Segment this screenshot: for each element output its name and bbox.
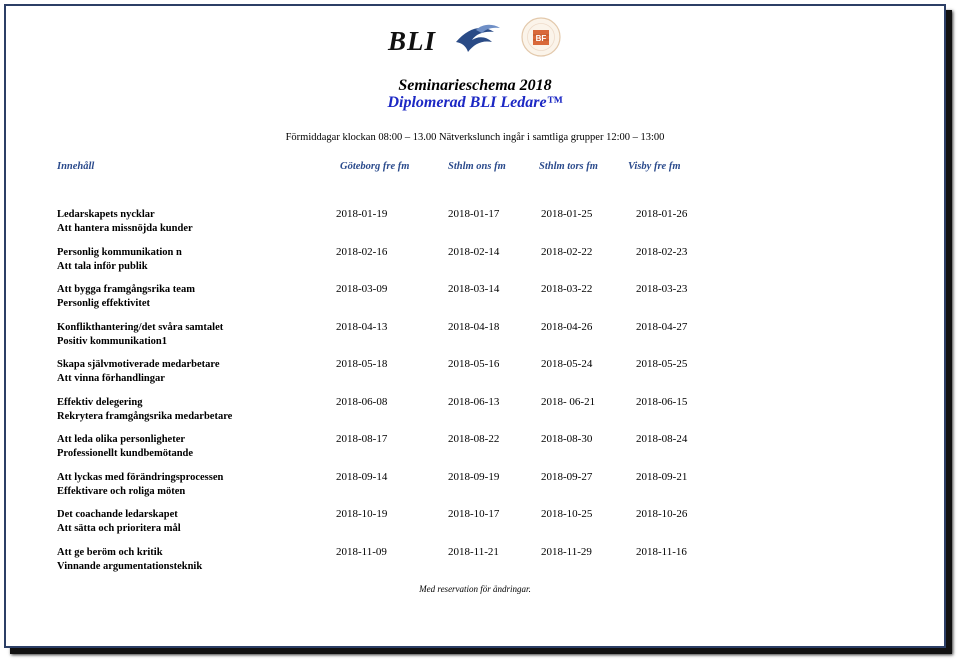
table-row — [6, 508, 944, 540]
date-sthlm-wed: 2018-11-21 — [448, 545, 499, 558]
reservation-note: Med reservation för ändringar. — [419, 584, 531, 594]
bird-logo-icon — [454, 22, 504, 56]
date-goteborg: 2018-06-08 — [336, 395, 388, 408]
column-header-sthlm-wed: Sthlm ons fm — [448, 161, 506, 172]
date-sthlm-wed: 2018-08-22 — [448, 433, 500, 445]
date-sthlm-wed: 2018-05-16 — [448, 358, 500, 370]
topic-line-1: Att lyckas med förändringsprocessen — [57, 471, 224, 483]
table-row — [6, 208, 944, 240]
date-visby: 2018-01-26 — [636, 208, 688, 220]
date-goteborg: 2018-10-19 — [336, 508, 388, 520]
topic-line-1: Att bygga framgångsrika team — [57, 284, 195, 295]
page-title: Seminarieschema 2018 — [398, 77, 552, 94]
topic-cell — [57, 358, 220, 386]
column-header-goteborg: Göteborg fre fm — [340, 161, 410, 172]
topic-line-1: Effektiv delegering — [57, 396, 143, 408]
column-header-visby: Visby fre fm — [628, 161, 681, 172]
table-row — [6, 396, 944, 428]
topic-cell — [57, 321, 223, 349]
date-goteborg: 2018-01-19 — [336, 208, 388, 220]
date-goteborg: 2018-11-09 — [336, 545, 387, 558]
topic-line-1: Att leda olika personligheter — [57, 434, 186, 445]
table-row — [6, 471, 944, 503]
date-sthlm-thu: 2018-03-22 — [541, 283, 593, 295]
topic-line-2: Effektivare och roliga möten — [57, 485, 186, 497]
seal-initials: BF — [535, 34, 547, 43]
topic-line-1: Skapa självmotiverade medarbetare — [57, 359, 220, 370]
topic-line-1: Konflikthantering/det svåra samtalet — [57, 321, 224, 333]
date-sthlm-thu: 2018-09-27 — [541, 470, 593, 483]
topic-line-2: Vinnande argumentationsteknik — [57, 560, 203, 572]
column-header-content: Innehåll — [57, 161, 95, 172]
topic-line-2: Personlig effektivitet — [57, 298, 151, 309]
byggmastareforbundet-seal-icon — [518, 16, 564, 58]
topic-line-1: Att ge beröm och kritik — [57, 546, 163, 558]
topic-cell — [57, 433, 193, 461]
date-sthlm-wed: 2018-06-13 — [448, 395, 500, 408]
table-row — [6, 546, 944, 578]
date-visby: 2018-05-25 — [636, 358, 688, 370]
topic-line-2: Professionellt kundbemötande — [57, 448, 194, 459]
topic-line-1: Ledarskapets nycklar — [57, 209, 155, 220]
date-visby: 2018-06-15 — [636, 395, 688, 408]
date-sthlm-wed: 2018-01-17 — [448, 208, 500, 220]
topic-cell — [57, 546, 202, 574]
date-goteborg: 2018-09-14 — [336, 470, 388, 483]
topic-cell — [57, 396, 232, 424]
table-row — [6, 321, 944, 353]
logo-area — [386, 16, 586, 58]
topic-line-2: Positiv kommunikation1 — [57, 335, 167, 347]
topic-line-2: Rekrytera framgångsrika medarbetare — [57, 410, 233, 422]
topic-line-2: Att sätta och prioritera mål — [57, 523, 181, 534]
date-visby: 2018-03-23 — [636, 283, 688, 295]
table-row — [6, 358, 944, 390]
date-sthlm-wed: 2018-09-19 — [448, 470, 500, 483]
date-sthlm-thu: 2018-05-24 — [541, 358, 593, 370]
date-goteborg: 2018-05-18 — [336, 358, 388, 370]
date-sthlm-thu: 2018-02-22 — [541, 245, 593, 258]
topic-cell — [57, 283, 195, 311]
topic-line-2: Att hantera missnöjda kunder — [57, 223, 193, 234]
topic-cell — [57, 508, 181, 536]
topic-cell — [57, 246, 182, 274]
topic-line-1: Det coachande ledarskapet — [57, 509, 178, 520]
date-sthlm-thu: 2018- 06-21 — [541, 395, 596, 408]
topic-line-1: Personlig kommunikation n — [57, 246, 182, 258]
topic-cell — [57, 471, 223, 499]
date-visby: 2018-08-24 — [636, 433, 688, 445]
table-row — [6, 283, 944, 315]
schedule-hours-text: Förmiddagar klockan 08:00 – 13.00 Nätverkslunch ingår i samtliga grupper 12:00 – 13:00 — [285, 132, 665, 143]
date-visby: 2018-10-26 — [636, 508, 688, 520]
date-visby: 2018-11-16 — [636, 545, 687, 558]
date-sthlm-thu: 2018-08-30 — [541, 433, 593, 445]
date-goteborg: 2018-03-09 — [336, 283, 388, 295]
date-sthlm-thu: 2018-01-25 — [541, 208, 593, 220]
date-goteborg: 2018-02-16 — [336, 245, 388, 258]
column-header-sthlm-thu: Sthlm tors fm — [539, 161, 598, 172]
topic-line-2: Att tala inför publik — [57, 260, 148, 272]
page-subtitle: Diplomerad BLI Ledare™ — [387, 94, 563, 111]
date-sthlm-thu: 2018-11-29 — [541, 545, 592, 558]
date-visby: 2018-04-27 — [636, 320, 688, 333]
date-sthlm-thu: 2018-04-26 — [541, 320, 593, 333]
table-row — [6, 246, 944, 278]
topic-cell — [57, 208, 193, 236]
date-sthlm-thu: 2018-10-25 — [541, 508, 593, 520]
date-sthlm-wed: 2018-02-14 — [448, 245, 500, 258]
topic-line-2: Att vinna förhandlingar — [57, 373, 165, 384]
date-sthlm-wed: 2018-10-17 — [448, 508, 500, 520]
date-goteborg: 2018-04-13 — [336, 320, 388, 333]
bli-logo-text: BLI — [388, 26, 437, 56]
date-visby: 2018-09-21 — [636, 470, 688, 483]
date-goteborg: 2018-08-17 — [336, 433, 388, 445]
document-page — [4, 4, 946, 648]
table-row — [6, 433, 944, 465]
date-visby: 2018-02-23 — [636, 245, 688, 258]
date-sthlm-wed: 2018-03-14 — [448, 283, 500, 295]
date-sthlm-wed: 2018-04-18 — [448, 320, 500, 333]
